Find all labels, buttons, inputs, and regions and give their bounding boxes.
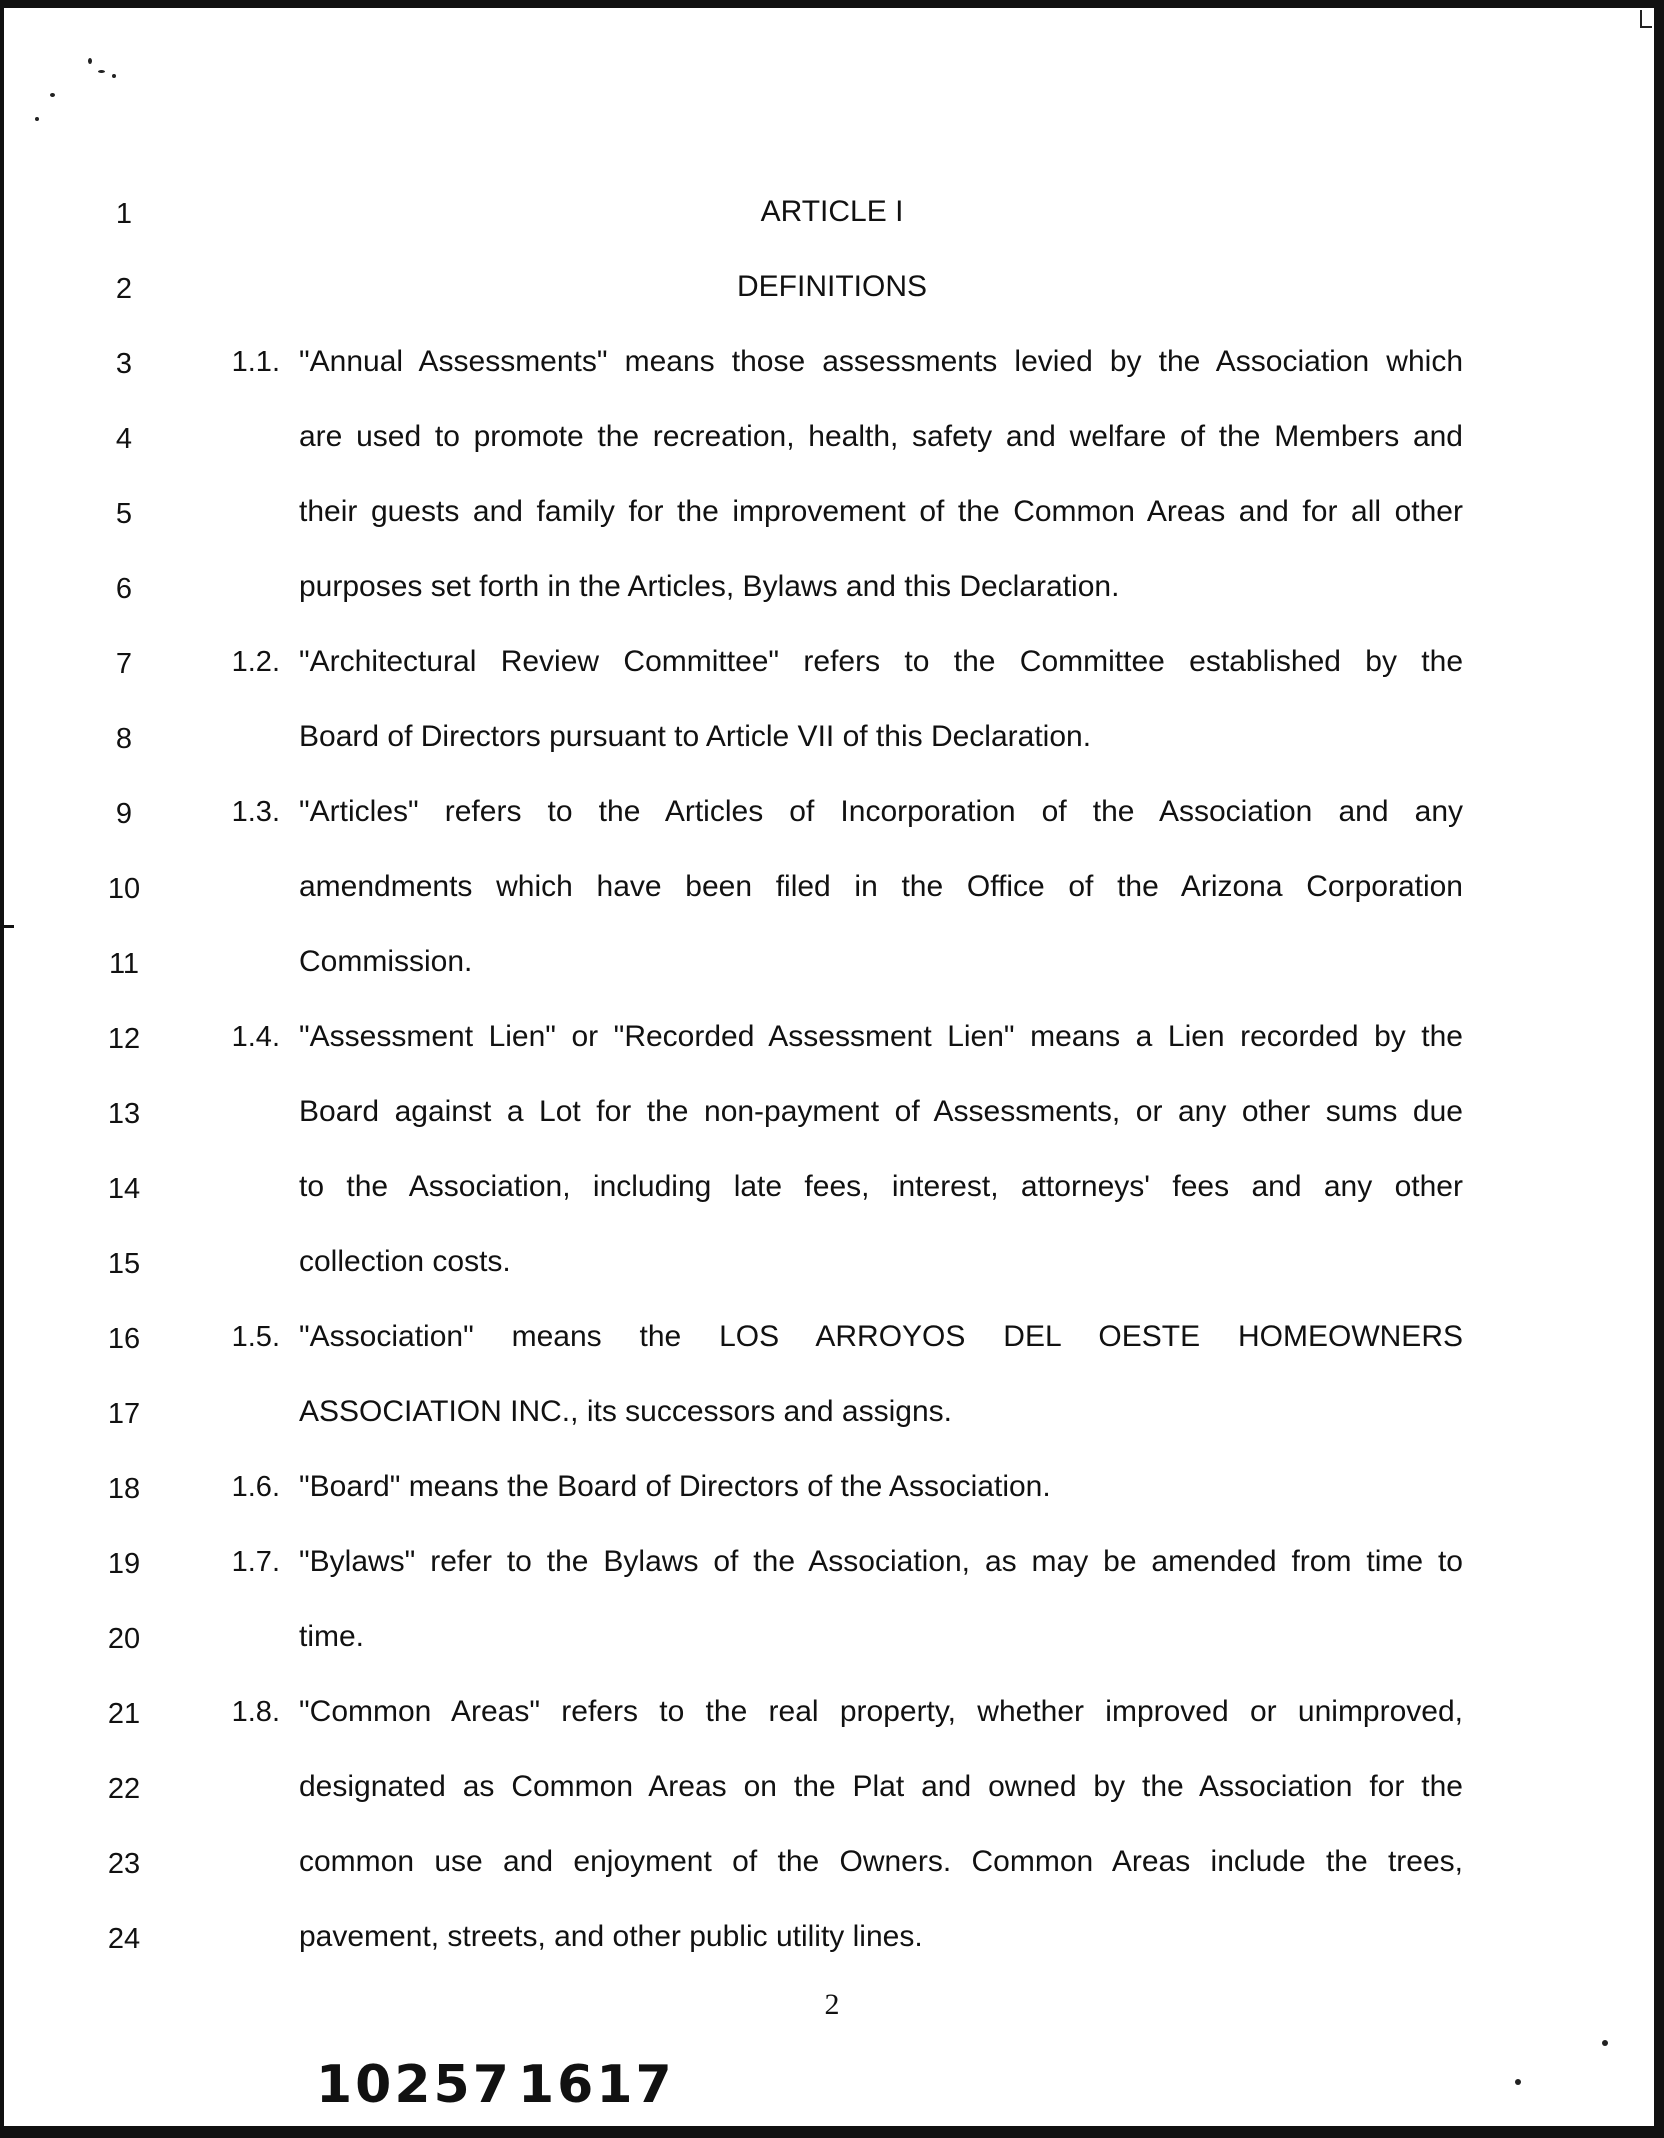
- line-number: 18: [107, 1473, 141, 1505]
- definition-line: purposes set forth in the Articles, Bylaws and this Declaration.: [299, 570, 1120, 603]
- line-number: 14: [107, 1173, 141, 1205]
- line-number: 13: [107, 1098, 141, 1130]
- line-number: 21: [107, 1698, 141, 1730]
- definition-line: ASSOCIATION INC., its successors and assigns.: [299, 1395, 952, 1428]
- line-number: 15: [107, 1248, 141, 1280]
- article-heading: ARTICLE I: [760, 195, 904, 228]
- line-number: 5: [115, 498, 133, 530]
- section-number: 1.4.: [231, 1021, 280, 1053]
- scan-speck: [35, 117, 39, 121]
- page-number: 2: [824, 1988, 840, 2021]
- line-number: 4: [115, 423, 133, 455]
- line-number: 23: [107, 1848, 141, 1880]
- definition-line: Board of Directors pursuant to Article VII of this Declaration.: [299, 720, 1092, 753]
- definition-line: "Architectural Review Committee" refers to the Committee established by the: [299, 645, 1463, 678]
- definition-line: Board against a Lot for the non-payment of Assessments, or any other sums due: [299, 1095, 1463, 1128]
- definition-line: pavement, streets, and other public utility lines.: [299, 1920, 923, 1953]
- line-number: 19: [107, 1548, 141, 1580]
- scan-speck: [98, 70, 105, 73]
- line-number: 17: [107, 1398, 141, 1430]
- scan-speck: [50, 93, 55, 97]
- definition-line: to the Association, including late fees, interest, attorneys' fees and any other: [299, 1170, 1463, 1203]
- definition-line: "Board" means the Board of Directors of the Association.: [299, 1470, 1051, 1503]
- definition-line: "Articles" refers to the Articles of Incorporation of the Association and any: [299, 795, 1463, 828]
- section-number: 1.5.: [231, 1321, 280, 1353]
- line-number: 8: [115, 723, 133, 755]
- line-number: 10: [107, 873, 141, 905]
- definition-line: "Association" means the LOS ARROYOS DEL OESTE HOMEOWNERS: [299, 1320, 1463, 1353]
- scan-speck: [88, 58, 92, 64]
- section-number: 1.3.: [231, 796, 280, 828]
- definition-line: "Bylaws" refer to the Bylaws of the Association, as may be amended from time to: [299, 1545, 1463, 1578]
- definition-line: collection costs.: [299, 1245, 511, 1278]
- definition-line: "Common Areas" refers to the real property, whether improved or unimproved,: [299, 1695, 1463, 1728]
- scan-speck: [112, 74, 116, 78]
- definition-line: common use and enjoyment of the Owners. Common Areas include the trees,: [299, 1845, 1463, 1878]
- definition-line: designated as Common Areas on the Plat and owned by the Association for the: [299, 1770, 1463, 1803]
- definition-line: amendments which have been filed in the Office of the Arizona Corporation: [299, 870, 1463, 903]
- definition-line: time.: [299, 1620, 365, 1653]
- scan-mark: [1640, 10, 1652, 28]
- line-number: 22: [107, 1773, 141, 1805]
- line-number: 12: [107, 1023, 141, 1055]
- line-number: 7: [115, 648, 133, 680]
- section-number: 1.7.: [231, 1546, 280, 1578]
- scan-mark: [0, 925, 14, 928]
- section-number: 1.2.: [231, 646, 280, 678]
- line-number: 11: [108, 948, 140, 980]
- line-number: 9: [115, 798, 133, 830]
- recording-book-number: 10257: [316, 2055, 512, 2115]
- line-number: 3: [115, 348, 133, 380]
- section-number: 1.8.: [231, 1696, 280, 1728]
- line-number: 2: [115, 273, 133, 305]
- definition-line: "Assessment Lien" or "Recorded Assessment Lien" means a Lien recorded by the: [299, 1020, 1463, 1053]
- scan-speck: [1515, 2079, 1521, 2085]
- section-number: 1.6.: [231, 1471, 280, 1503]
- definition-line: Commission.: [299, 945, 473, 978]
- article-title: DEFINITIONS: [736, 270, 927, 303]
- line-number: 16: [107, 1323, 141, 1355]
- line-number: 1: [115, 198, 133, 230]
- line-number: 6: [115, 573, 133, 605]
- scan-speck: [1602, 2040, 1608, 2046]
- definition-line: their guests and family for the improvement of the Common Areas and for all other: [299, 495, 1463, 528]
- section-number: 1.1.: [231, 346, 280, 378]
- definition-line: are used to promote the recreation, health, safety and welfare of the Members and: [299, 420, 1463, 453]
- recording-page-number: 1617: [518, 2055, 675, 2115]
- line-number: 24: [107, 1923, 141, 1955]
- definition-line: "Annual Assessments" means those assessments levied by the Association which: [299, 345, 1463, 378]
- line-number: 20: [107, 1623, 141, 1655]
